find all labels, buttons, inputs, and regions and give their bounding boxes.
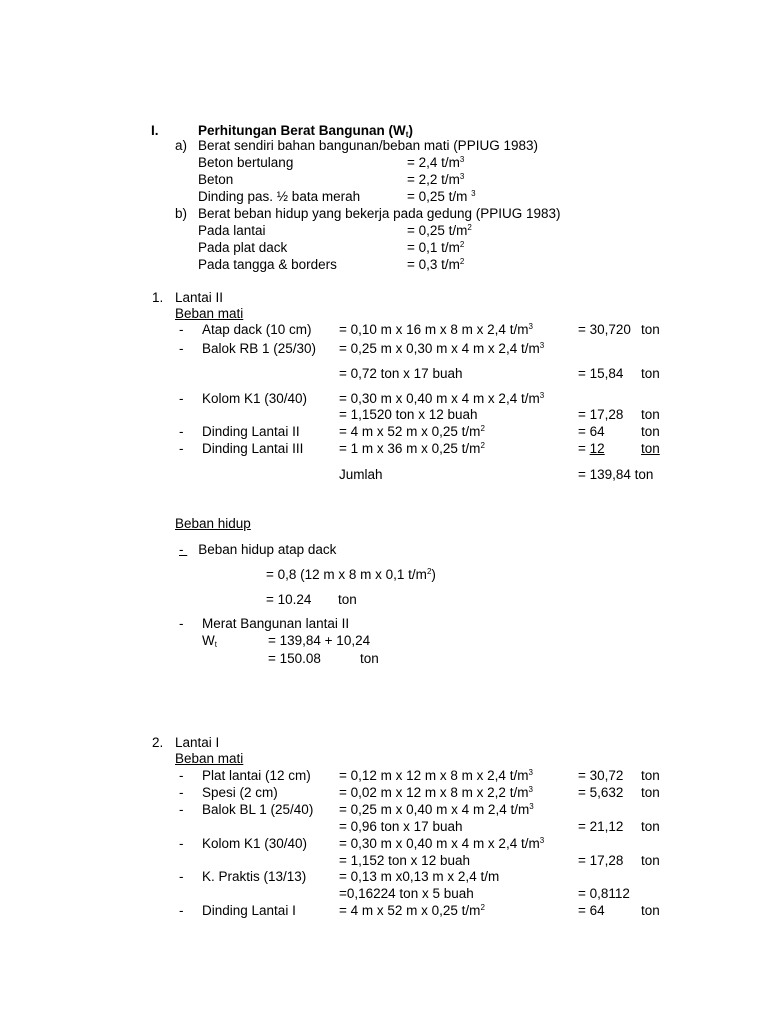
formula: = 0,72 ton x 17 buah [339,366,463,381]
component-label: Kolom K1 (30/40) [202,836,308,851]
formula: = 0,25 m x 0,30 m x 4 m x 2,4 $t/m^3$ [339,341,545,356]
item-heading-a: Berat sendiri bahan bangunan/beban mati (PPIUG 1983) [198,138,538,153]
list-dash: - [179,802,184,817]
building-weight-title: Merat Bangunan lantai II [202,616,350,631]
component-label: Dinding Lantai I [202,903,296,918]
document-title: Perhitungan Berat Bangunan $(W_t)$ [198,123,413,139]
formula: = 0,96 ton x 17 buah [339,819,463,834]
result-value: = 12 [578,441,605,456]
result-value: = 0,8112 [578,886,630,901]
load-name: Pada lantai [198,223,266,238]
result-value: = 21,12 [578,819,624,834]
weight-unit: ton [360,651,379,666]
section-number: I. [151,123,159,138]
formula: = 0,02 m x 12 m x 8 m x 2,2 $t/m^3$ [339,785,533,800]
component-label: Dinding Lantai II [202,424,300,439]
component-label: Plat lantai (12 cm) [202,768,311,783]
result-value: = 17,28 [578,407,624,422]
weight-formula: = 139,84 + 10,24 [268,633,371,648]
component-label: Balok RB 1 (25/30) [202,341,317,356]
formula: = 0,30 m x 0,40 m x 4 m x 2,4 $t/m^3$ [339,836,545,851]
live-load-unit: ton [338,592,357,607]
list-dash: - [179,424,184,439]
result-unit: ton [641,768,660,783]
result-unit: ton [641,441,660,456]
formula: = 1 m x 36 m x 0,25 $t/m^2$ [339,441,485,456]
formula: = 0,10 m x 16 m x 8 m x 2,4 $t/m^3$ [339,322,533,337]
formula: = 1,1520 ton x 12 buah [339,407,478,422]
material-name: Beton bertulang [198,155,294,170]
load-name: Pada plat dack [198,240,288,255]
list-dash: - [179,341,184,356]
result-value: = 30,72 [578,768,624,783]
material-value: = 2,2 $t/m^3$ [407,172,465,187]
result-unit: ton [641,322,660,337]
component-label: Balok BL 1 (25/40) [202,802,314,817]
load-value: = 0,25 $t/m^2$ [407,223,472,238]
item-label-a: a) [175,138,188,153]
sum-value: = 139,84 ton [578,467,654,482]
component-label: Kolom K1 (30/40) [202,391,308,406]
subheading-dead-load: Beban mati [175,306,244,321]
list-dash: - [179,441,184,456]
component-label: Atap dack (10 cm) [202,322,312,337]
load-value: = 0,1 $t/m^2$ [407,240,465,255]
formula: = 0,12 m x 12 m x 8 m x 2,4 $t/m^3$ [339,768,533,783]
load-value: = 0,3 $t/m^2$ [407,257,465,272]
component-label: K. Praktis (13/13) [202,869,307,884]
result-value: = 15,84 [578,366,624,381]
result-unit: ton [641,407,660,422]
section-title: Lantai I [175,735,220,750]
section-title: Lantai II [175,290,224,305]
list-dash: - [179,785,184,800]
material-value: = 2,4 $t/m^3$ [407,155,465,170]
result-unit: ton [641,853,660,868]
material-value: = 0,25 t/m $^3$ [407,189,476,204]
item-label-b: b) [175,206,188,221]
list-dash: - [179,391,184,406]
live-load-item: - Beban hidup atap dack [179,542,337,557]
live-load-formula: = 0,8 (12 m x 8 m x 0,1 $t/m^2$) [266,567,436,582]
result-value: = 5,632 [578,785,624,800]
result-unit: ton [641,366,660,381]
formula: = 4 m x 52 m x 0,25 $t/m^2$ [339,903,485,918]
section-number: 2. [152,735,164,750]
formula: = 0,13 m x0,13 m x 2,4 t/m [339,869,500,884]
load-name: Pada tangga & borders [198,257,337,272]
formula: = 1,152 ton x 12 buah [339,853,470,868]
formula: =0,16224 ton x 5 buah [339,886,474,901]
result-value: = 64 [578,903,605,918]
list-dash: - [179,322,184,337]
formula: = 0,30 m x 0,40 m x 4 m x 2,4 $t/m^3$ [339,391,545,406]
subheading-dead-load: Beban mati [175,751,244,766]
result-unit: ton [641,424,660,439]
section-number: 1. [152,290,164,305]
subheading-live-load: Beban hidup [175,516,251,531]
result-unit: ton [641,819,660,834]
result-value: = 64 [578,424,605,439]
result-unit: ton [641,903,660,918]
list-dash: - [179,616,184,631]
item-heading-b: Berat beban hidup yang bekerja pada gedung (PPIUG 1983) [198,206,561,221]
list-dash: - [179,903,184,918]
list-dash: - [179,869,184,884]
component-label: Dinding Lantai III [202,441,304,456]
weight-symbol: $W_t$ [202,633,217,649]
result-value: = 17,28 [578,853,624,868]
material-name: Beton [198,172,234,187]
list-dash: - [179,836,184,851]
material-name: Dinding pas. ½ bata merah [198,189,361,204]
result-value: = 30,720 [578,322,631,337]
live-load-result: = 10.24 [266,592,312,607]
result-unit: ton [641,785,660,800]
sum-label: Jumlah [339,467,383,482]
component-label: Spesi (2 cm) [202,785,278,800]
list-dash: - [179,768,184,783]
formula: = 4 m x 52 m x 0,25 $t/m^2$ [339,424,485,439]
formula: = 0,25 m x 0,40 m x 4 m 2,4 $t/m^3$ [339,802,534,817]
weight-result: = 150.08 [268,651,321,666]
